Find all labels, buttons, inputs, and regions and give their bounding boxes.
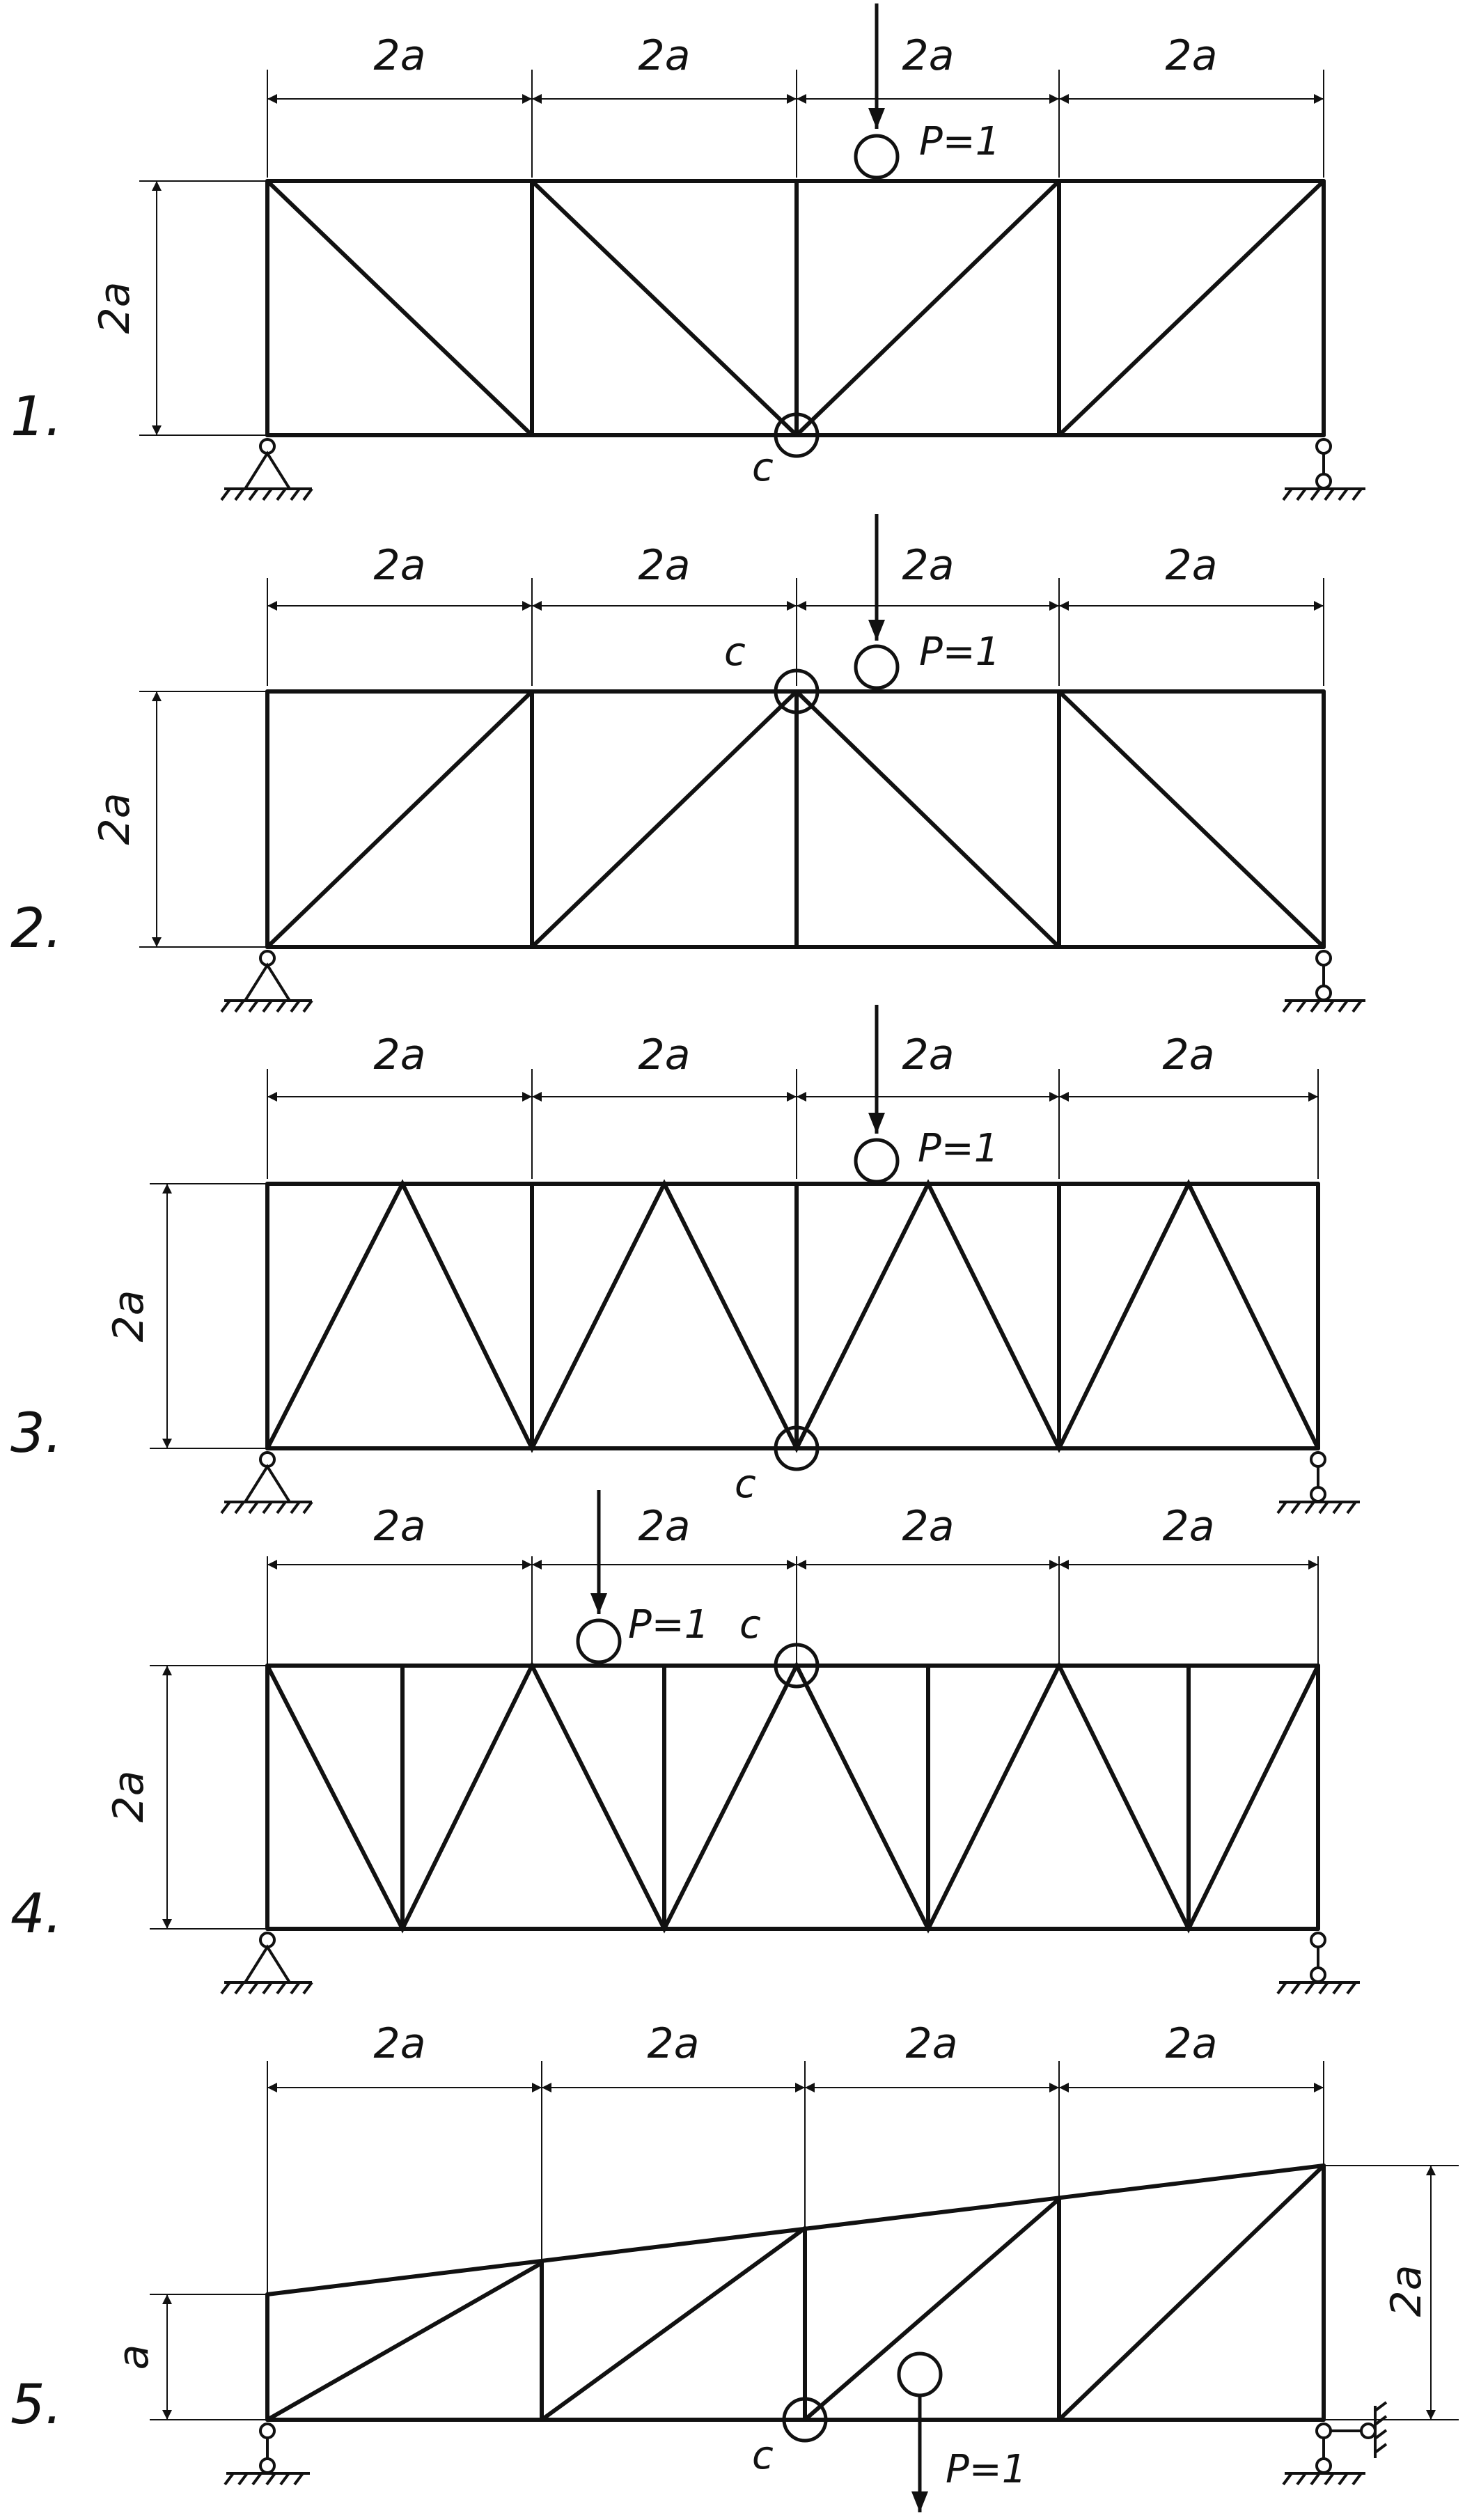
load-arrow: [899, 2354, 941, 2512]
figure-number: 1.: [10, 386, 63, 448]
roller-support-right: [1283, 951, 1365, 1012]
span-label: 2a: [1162, 1031, 1215, 1079]
load-arrow: [856, 3, 898, 178]
pin-support-left: [221, 951, 312, 1012]
load-label: P=1: [628, 1602, 710, 1648]
node-label: c: [739, 1602, 761, 1648]
span-label: 2a: [1165, 541, 1218, 590]
span-label: 2a: [373, 31, 426, 80]
pin-support-left: [221, 1933, 312, 1994]
truss-members: [267, 691, 1324, 947]
span-label: 2a: [902, 541, 955, 590]
dimension-lines: [150, 1069, 1318, 1448]
span-label: 2a: [1162, 1502, 1215, 1551]
figure-3: [10, 1005, 1360, 1513]
figure-number: 2.: [10, 898, 63, 960]
roller-support-right: [1278, 1933, 1360, 1994]
load-arrow: [856, 1005, 898, 1182]
span-label: 2a: [647, 2019, 700, 2068]
load-label: P=1: [946, 2447, 1027, 2492]
span-label: 2a: [902, 31, 955, 80]
fixed-pin-support-right: [1283, 2402, 1386, 2484]
span-label: 2a: [373, 2019, 426, 2068]
pin-support-left: [221, 1453, 312, 1513]
node-label: c: [752, 2433, 774, 2478]
span-label: 2a: [902, 1031, 955, 1079]
truss-members: [267, 2166, 1324, 2420]
height-label: 2a: [91, 281, 139, 334]
span-label: 2a: [1165, 31, 1218, 80]
figure-2: [10, 514, 1365, 1012]
dimension-lines: [150, 1556, 1318, 1929]
pin-support-left: [221, 439, 312, 500]
height-label: 2a: [104, 1770, 153, 1823]
height-label-left: a: [109, 2344, 158, 2370]
roller-support-right: [1278, 1453, 1360, 1513]
figure-number: 3.: [10, 1402, 63, 1465]
span-label: 2a: [1165, 2019, 1218, 2068]
roller-support-right: [1283, 439, 1365, 500]
span-label: 2a: [638, 1502, 691, 1551]
load-arrow: [856, 514, 898, 688]
span-label: 2a: [373, 1502, 426, 1551]
dimension-lines: [139, 70, 1324, 435]
figure-4: [10, 1490, 1360, 1994]
height-label: 2a: [104, 1290, 153, 1343]
truss-members: [267, 181, 1324, 435]
span-label: 2a: [373, 1031, 426, 1079]
span-label: 2a: [373, 541, 426, 590]
load-arrow: [578, 1490, 620, 1662]
span-label: 2a: [638, 31, 691, 80]
height-label-right: 2a: [1382, 2264, 1431, 2317]
span-label: 2a: [905, 2019, 958, 2068]
roller-support-left: [225, 2424, 310, 2484]
node-label: c: [724, 629, 746, 675]
figure-number: 4.: [10, 1883, 63, 1946]
load-label: P=1: [919, 119, 1001, 164]
node-label: c: [752, 445, 774, 490]
truss-members: [267, 1184, 1318, 1448]
load-label: P=1: [918, 1126, 999, 1171]
span-label: 2a: [638, 541, 691, 590]
span-label: 2a: [638, 1031, 691, 1079]
load-label: P=1: [919, 629, 1001, 675]
span-label: 2a: [902, 1502, 955, 1551]
figure-5: [10, 2019, 1459, 2512]
height-label: 2a: [91, 792, 139, 845]
figure-1: [10, 3, 1365, 500]
truss-members: [267, 1666, 1318, 1929]
node-label: c: [735, 1462, 756, 1507]
figure-number: 5.: [10, 2374, 63, 2436]
